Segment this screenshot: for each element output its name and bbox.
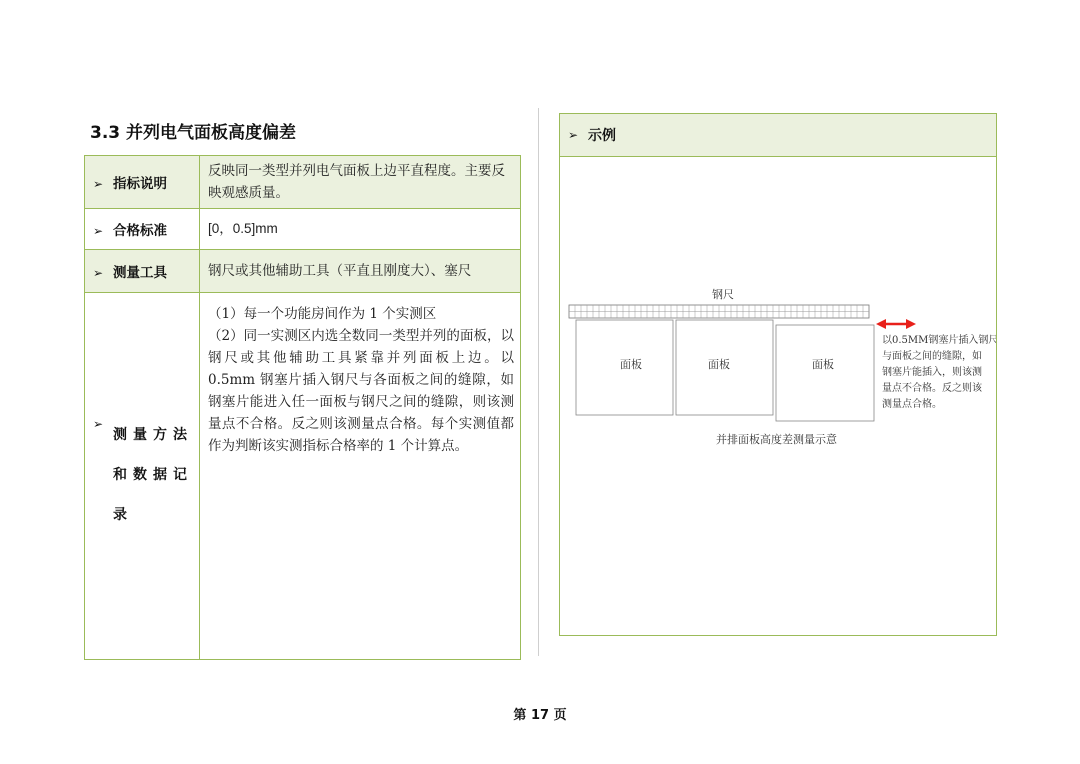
panel-label: 面板	[812, 358, 834, 371]
note-line: 与面板之间的缝隙，如	[882, 351, 982, 362]
gap-arrow-icon	[876, 319, 916, 329]
row-value: 反映同一类型并列电气面板上边平直程度。主要反映观感质量。	[200, 156, 521, 209]
arrow-bullet-icon: ➢	[93, 266, 104, 280]
row-label: ➢ 指标说明	[85, 156, 200, 209]
row-label: ➢ 测量方法和数据记录	[85, 293, 200, 660]
row-value: （1）每一个功能房间作为 1 个实测区 （2）同一实测区内选全数同一类型并列的面板，以钢尺或其他辅助工具紧靠并列面板上边。以 0.5mm 钢塞片插入钢尺与各面板之间的缝隙，如钢塞片能进入任一面板与钢尺之间的缝隙，则该测量点不合格。反之则该测量点合格。每个实测值都作为判断该实测指标合格率的 1 个计算点。	[200, 293, 521, 660]
example-header: ➢ 示例	[560, 114, 996, 157]
diagram-caption: 并排面板高度差测量示意	[716, 433, 837, 446]
example-panel	[559, 113, 997, 636]
note-line: 以0.5MM钢塞片插入钢尺	[882, 335, 998, 346]
note-line: 量点不合格。反之则该	[882, 383, 982, 394]
row-label: ➢ 测量工具	[85, 250, 200, 293]
column-divider	[538, 108, 539, 656]
steel-ruler	[569, 305, 869, 318]
spec-table	[84, 155, 521, 660]
section-title: 3.3 并列电气面板高度偏差	[90, 123, 297, 143]
arrow-bullet-icon: ➢	[93, 417, 104, 431]
note-line: 测量点合格。	[882, 399, 942, 410]
ruler-label: 钢尺	[712, 288, 734, 301]
measurement-diagram	[560, 157, 997, 636]
note-line: 钢塞片能插入，则该测	[882, 367, 982, 378]
panel-3	[776, 325, 874, 421]
table-row	[85, 250, 521, 293]
row-value: 钢尺或其他辅助工具（平直且刚度大）、塞尺	[200, 250, 521, 293]
table-row	[85, 156, 521, 209]
panel-label: 面板	[620, 358, 642, 371]
page-number: 第 17 页	[513, 708, 567, 723]
table-row	[85, 209, 521, 250]
panel-label: 面板	[708, 358, 730, 371]
row-value: [0，0.5]mm	[200, 209, 521, 250]
table-row	[85, 293, 521, 660]
arrow-bullet-icon: ➢	[568, 128, 579, 142]
row-label: ➢ 合格标准	[85, 209, 200, 250]
arrow-bullet-icon: ➢	[93, 177, 104, 191]
arrow-bullet-icon: ➢	[93, 224, 104, 238]
